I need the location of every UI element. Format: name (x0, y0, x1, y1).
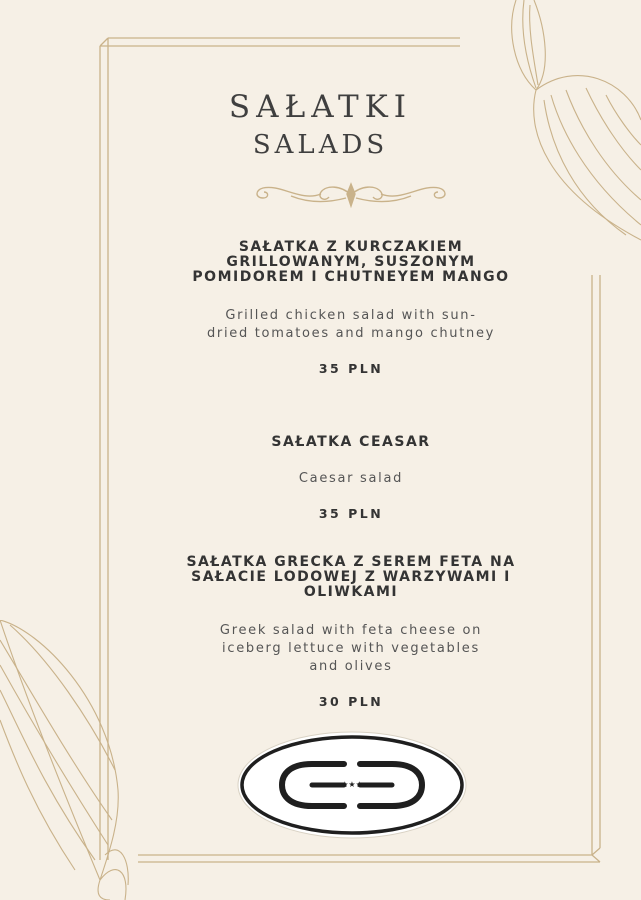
menu-item-name: SAŁATKA Z KURCZAKIEM GRILLOWANYM, SUSZONYM POMIDOREM I CHUTNEYEM MANGO (192, 239, 510, 285)
menu-title-block (0, 88, 641, 162)
menu-item (170, 435, 532, 521)
menu-item-name: SAŁATKA CEASAR (271, 434, 431, 450)
svg-text:★★★: ★★★ (341, 780, 363, 789)
menu-item-price: 30 PLN (318, 694, 384, 709)
menu-title-polish: SAŁATKI (228, 89, 413, 125)
menu-title-english: SALADS (252, 130, 389, 160)
cd-monogram-logo (236, 730, 468, 840)
menu-item-description: Caesar salad (298, 471, 404, 486)
menu-item-price: 35 PLN (318, 361, 384, 376)
menu-item (170, 555, 532, 709)
menu-item-name: SAŁATKA GRECKA Z SEREM FETA NA SAŁACIE LODOWEJ Z WARZYWAMI I OLIWKAMI (186, 554, 516, 600)
menu-item-description: Greek salad with feta cheese on iceberg lettuce with vegetables and olives (219, 623, 483, 674)
menu-item-price: 35 PLN (318, 506, 384, 521)
ornamental-flourish-divider-icon (251, 180, 451, 210)
leaf-illustration-bottom-left (0, 620, 135, 900)
menu-item-description: Grilled chicken salad with sun-dried tomatoes and mango chutney (206, 308, 496, 341)
menu-item (170, 240, 532, 376)
